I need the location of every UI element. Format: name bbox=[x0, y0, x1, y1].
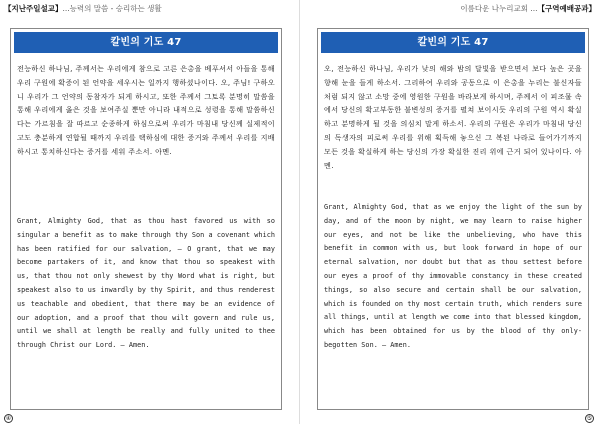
right-header-subtitle: 이름다운 나누리교회 ... bbox=[460, 4, 538, 13]
left-korean-text: 전능하신 하나님, 주께서는 우리에게 참으로 고른 은총을 베푸셔서 아들을 통해 우리 구원에 확증이 된 언약을 세우시는 일까지 행하셨나이다. 오, 주님! 구하오니 우리가 그 언약의 동참자가 되게 하시고, 또한 주께서 그토록 분명히 말씀을 통해 우리에게 옳은 것을 보여주실 뿐만 아니라 내적으로 성령을 통해 말씀하신다는 가르침을 잘 따르고 순종하게 하심으로써 우리가 마침내 당신께 실제적이고도 충분하게 연합될 때까지 우리를 택하심에 대한 증거와 주께서 우리를 지배하시고 통치하신다는 증거를 세워 주소서. 아멘. bbox=[17, 64, 275, 156]
left-english-text: Grant, Almighty God, that as thou hast favored us with so singular a benefit as to make through thy Son a covenant which has been ratified for our salvation, — O grant, that we may become partakers of it, and know that thou so speakest with us, that thou not only shewest by thy Word what is right, but speakest also to us inwardly by thy Spirit, and thus renderest us teachable and obedient, that there may be an evidence of our adoption, and a proof that thou wilt govern and rule us, until we shall at length be really and fully united to thee through Christ our Lord. — Amen. bbox=[17, 217, 275, 350]
right-page-number: ⑤ bbox=[586, 415, 593, 422]
right-header bbox=[460, 2, 596, 16]
left-header-tag: 【지난주일설교】 bbox=[4, 4, 63, 13]
left-header bbox=[4, 2, 162, 16]
left-page-number: ④ bbox=[5, 415, 12, 422]
left-prayer-title: 칼빈의 기도 47 bbox=[14, 32, 278, 53]
left-page bbox=[4, 0, 289, 424]
left-prayer-box bbox=[10, 28, 282, 410]
right-page bbox=[311, 0, 596, 424]
right-korean-text: 오, 전능하신 하나님, 우리가 낮의 해와 밤의 달빛을 받으면서 보다 높은 곳을 향해 눈을 들게 하소서. 그리하여 우리와 공동으로 이 은총을 누리는 불신자들처럼 되지 않고 소망 중에 영원한 구원을 바라보게 하시며, 주께서 이 피조물 속에서 당신의 확고부동한 불변성의 증거를 펼쳐 보이시듯 우리의 구원 역시 확실하고 분명하게 될 것을 의심치 말게 하소서. 우리의 구원은 우리가 마침내 당신의 독생자의 피로써 우리를 위해 획득해 놓으신 그 복된 나라로 들어가기까지 모든 것을 확실하게 하는 당신의 가장 확실한 진리 위에 근거 되어 있나이다. 아멘. bbox=[324, 64, 582, 170]
right-prayer-box bbox=[317, 28, 589, 410]
right-english-text: Grant, Almighty God, that as we enjoy the light of the sun by day, and of the moon by night, we may learn to raise higher our eyes, and not be like the unbelieving, who have this benefit in common with us, but look forward in hope of our eternal salvation, nor doubt but that as thou settest before our eyes a proof of thy immovable constancy in these created things, so also secure and certain shall be our salvation, which is founded on thy most certain truth, which renders sure all things, until at length we come into that blessed kingdom, which has been obtained for us by the blood of thy only-begotten Son. — Amen. bbox=[324, 203, 582, 349]
left-header-subtitle: ...능력의 말씀 - 승리하는 생활 bbox=[62, 4, 162, 13]
page-spine bbox=[299, 0, 300, 424]
right-prayer-title: 칼빈의 기도 47 bbox=[321, 32, 585, 53]
right-header-tag: 【구역예배공과】 bbox=[537, 4, 596, 13]
